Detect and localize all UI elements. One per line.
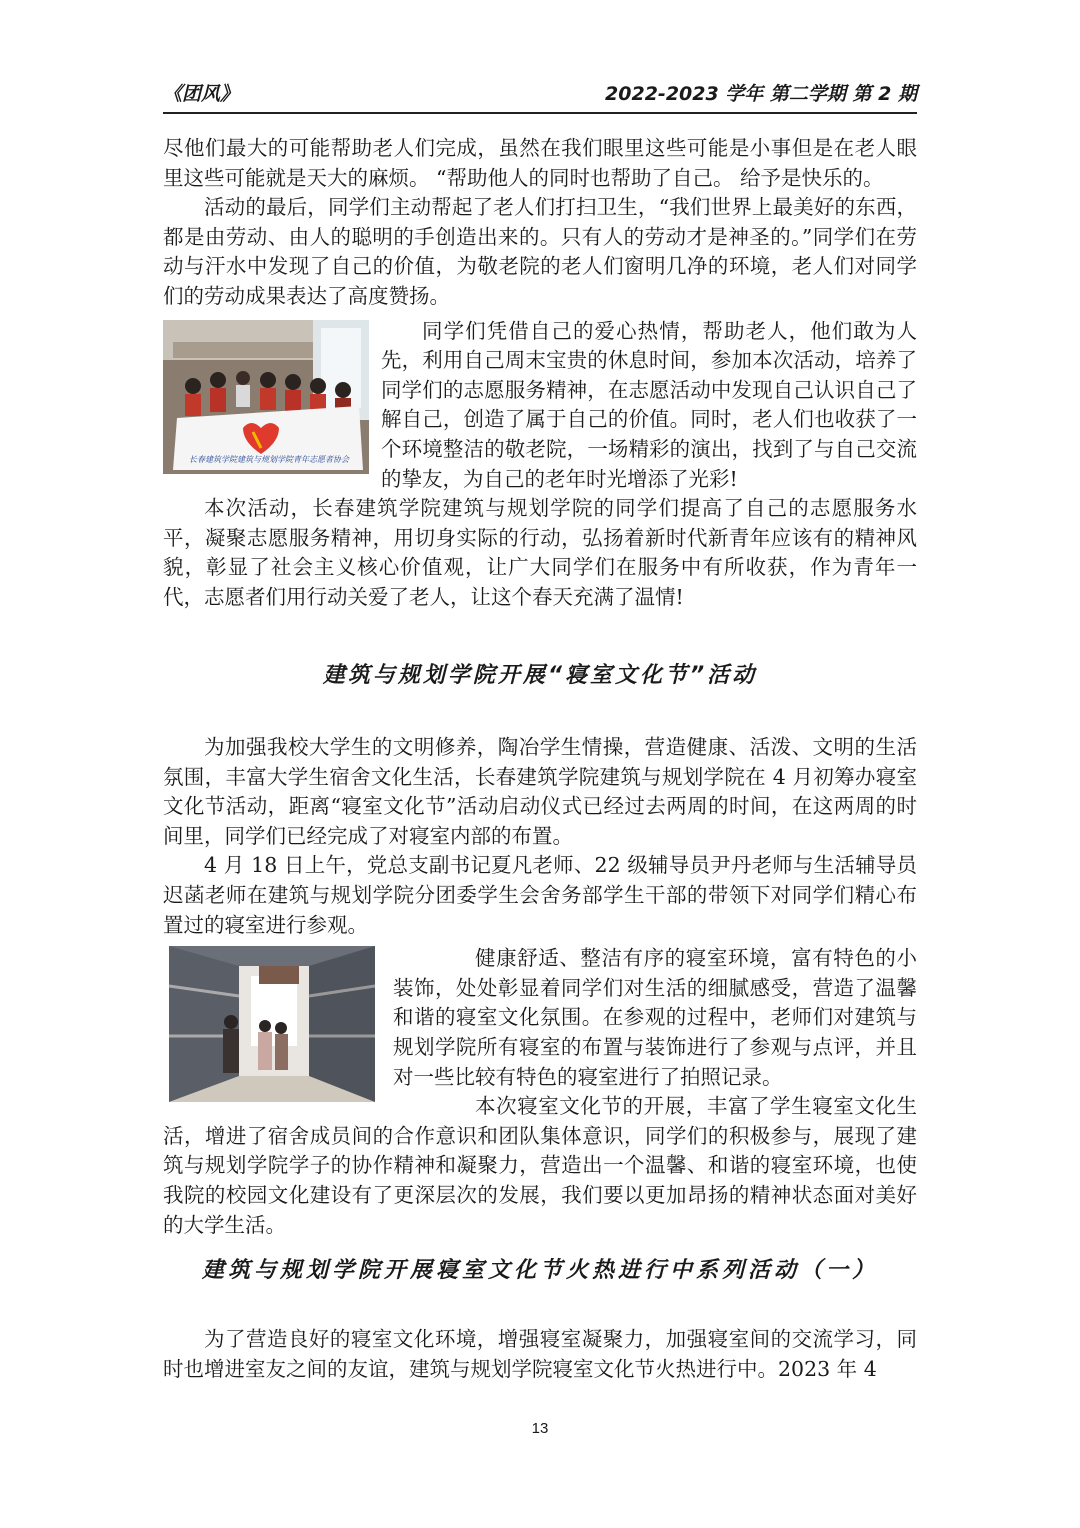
- volunteer-group-photo: [163, 320, 369, 474]
- article-volunteer-continued: [163, 134, 917, 613]
- magazine-title: 《团风》: [163, 83, 240, 105]
- article-dorm-series: [163, 1325, 917, 1384]
- paragraph: 健康舒适、整洁有序的寝室环境，富有特色的小装饰，处处彰显着同学们对生活的细腻感受，营造了温馨和谐的寝室文化氛围。在参观的过程中，老师们对建筑与规划学院所有寝室的布置与装饰进行了参观与点评，并且对一些比较有特色的寝室进行了拍照记录。: [393, 946, 917, 1089]
- page-header: [163, 76, 917, 114]
- page-number: 13: [531, 1420, 549, 1437]
- paragraph: 尽他们最大的可能帮助老人们完成，虽然在我们眼里这些可能是小事但是在老人眼里这些可能就是天大的麻烦。 “帮助他人的同时也帮助了自己。 给予是快乐的。: [163, 136, 917, 190]
- paragraph: 4 月 18 日上午，党总支副书记夏凡老师、22 级辅导员尹丹老师与生活辅导员迟菡老师在建筑与规划学院分团委学生会舍务部学生干部的带领下对同学们精心布置过的寝室进行参观。: [163, 853, 917, 937]
- article-title: 建筑与规划学院开展寝室文化节火热进行中系列活动（一）: [201, 1258, 878, 1283]
- article-title: 建筑与规划学院开展“寝室文化节”活动: [322, 663, 758, 688]
- paragraph: 本次寝室文化节的开展，丰富了学生寝室文化生活，增进了宿舍成员间的合作意识和团队集体意识，同学们的积极参与，展现了建筑与规划学院学子的协作精神和凝聚力，营造出一个温馨、和谐的寝室环境，也使我院的校园文化建设有了更深层次的发展，我们要以更加昂扬的精神状态面对美好的大学生活。: [163, 1094, 917, 1237]
- dorm-visit-photo: [169, 946, 375, 1102]
- photo-banner-text: 长春建筑学院建筑与规划学院青年志愿者协会: [189, 454, 349, 464]
- paragraph: 本次活动，长春建筑学院建筑与规划学院的同学们提高了自己的志愿服务水平，凝聚志愿服务精神，用切身实际的行动，弘扬着新时代新青年应该有的精神风貌，彰显了社会主义核心价值观，让广大同学们在服务中有所收获，作为青年一代，志愿者们用行动关爱了老人，让这个春天充满了温情!: [163, 496, 917, 609]
- paragraph: 活动的最后，同学们主动帮起了老人们打扫卫生，“我们世界上最美好的东西，都是由劳动、由人的聪明的手创造出来的。只有人的劳动才是神圣的。”同学们在劳动与汗水中发现了自己的价值，为敬老院的老人们窗明几净的环境，老人们对同学们的劳动成果表达了高度赞扬。: [163, 195, 917, 308]
- issue-info: 2022-2023 学年 第二学期 第 2 期: [605, 83, 917, 105]
- paragraph: 同学们凭借自己的爱心热情，帮助老人，他们敢为人先，利用自己周末宝贵的休息时间，参加本次活动，培养了同学们的志愿服务精神，在志愿活动中发现自己认识自己了解自己，创造了属于自己的价值。同时，老人们也收获了一个环境整洁的敬老院，一场精彩的演出，找到了与自己交流的挚友，为自己的老年时光增添了光彩!: [381, 318, 917, 491]
- article-dorm-culture: [163, 733, 917, 1240]
- paragraph: 为了营造良好的寝室文化环境，增强寝室凝聚力，加强寝室间的交流学习，同时也增进室友之间的友谊，建筑与规划学院寝室文化节火热进行中。2023 年 4: [163, 1327, 917, 1381]
- paragraph: 为加强我校大学生的文明修养，陶冶学生情操，营造健康、活泼、文明的生活氛围，丰富大学生宿舍文化生活，长春建筑学院建筑与规划学院在 4 月初筹办寝室文化节活动，距离“寝室文化节”活动启动仪式已经过去两周的时间，在这两周的时间里，同学们已经完成了对寝室内部的布置。: [163, 735, 917, 848]
